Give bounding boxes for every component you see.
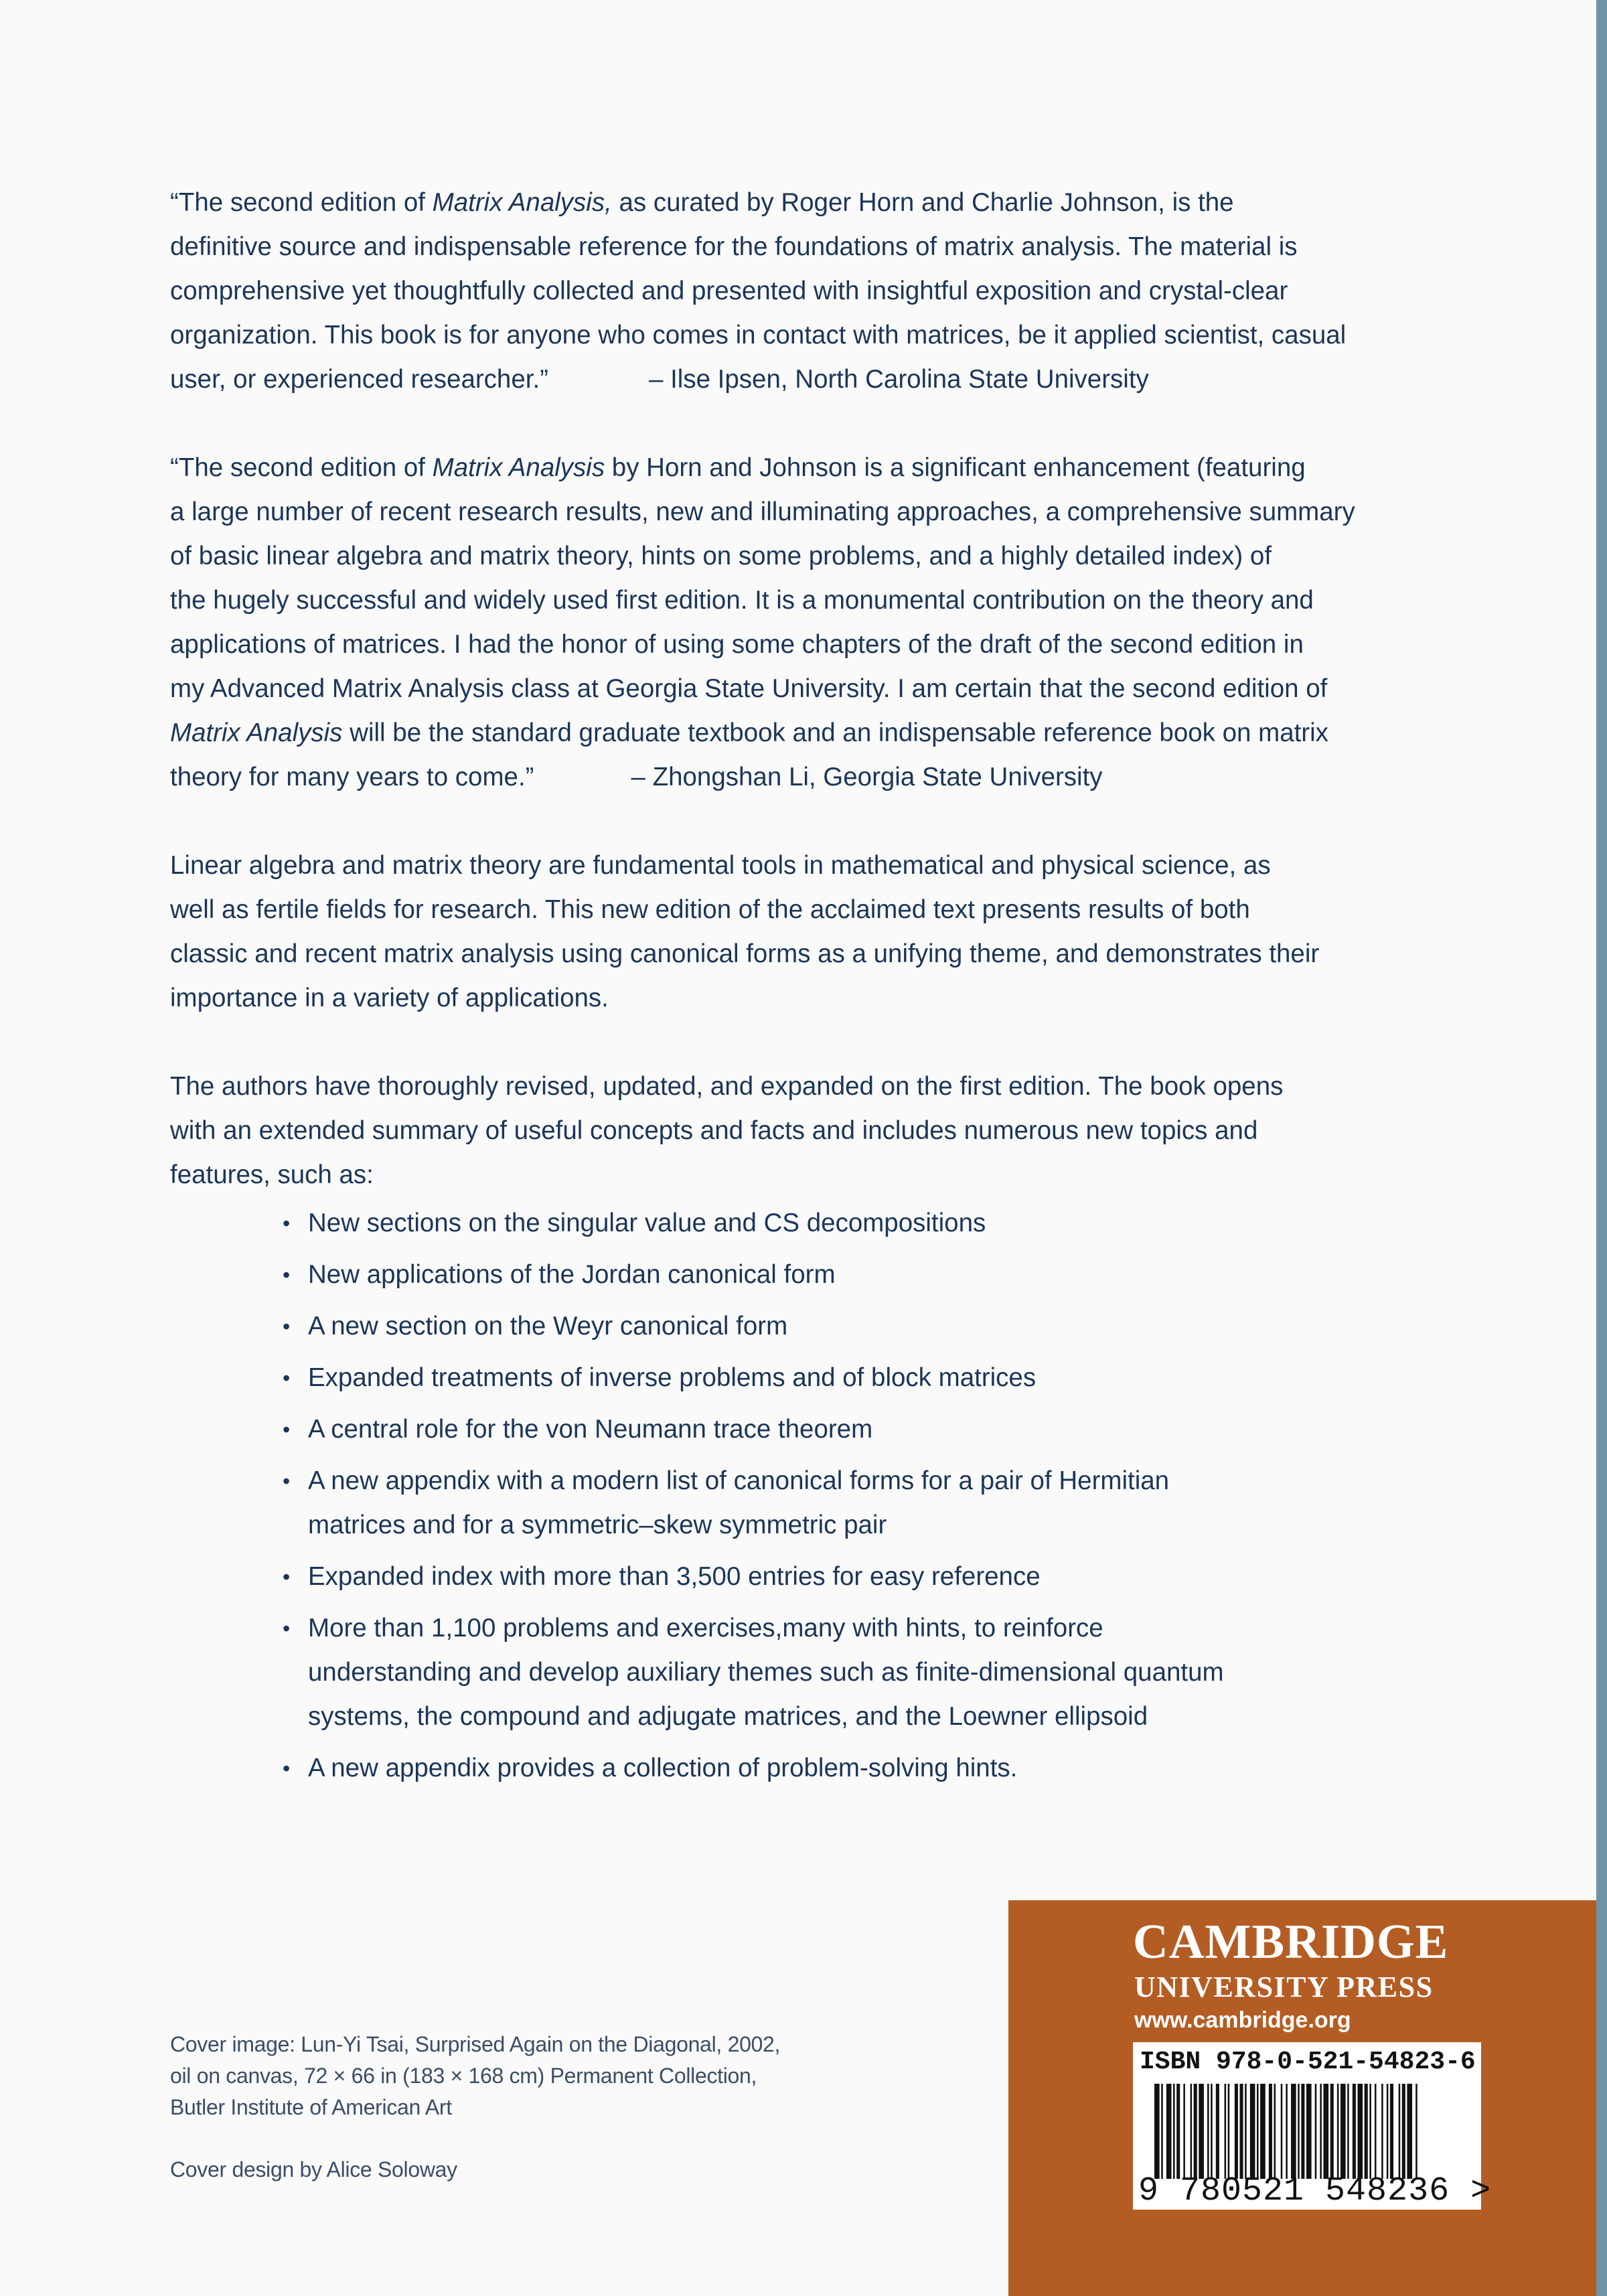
feature-line: • Expanded treatments of inverse problems and of block matrices [308, 1363, 1037, 1392]
cover-design-credit: Cover design by Alice Soloway [170, 2157, 457, 2182]
description-paragraph [170, 1065, 1442, 1197]
barcode-bar [1225, 2084, 1227, 2179]
quote-text: definitive source and indispensable reference for the foundations of matrix analysis. The material is [170, 232, 1298, 261]
barcode-panel [1133, 2042, 1492, 2210]
feature-line: • A new appendix with a modern list of canonical forms for a pair of Hermitian [308, 1466, 1170, 1495]
quote-text: my Advanced Matrix Analysis class at Georgia State University. I am certain that the second edition of [170, 674, 1328, 703]
barcode-bar [1298, 2084, 1300, 2179]
feature-item [283, 1606, 1442, 1739]
barcode-bar [1194, 2084, 1197, 2179]
barcode-bar [1191, 2084, 1193, 2179]
barcode-bar [1166, 2084, 1172, 2179]
barcode-bar [1365, 2084, 1368, 2179]
isbn-label: ISBN 978-0-521-54823-6 [1140, 2048, 1476, 2076]
description-line: features, such as: [170, 1160, 374, 1189]
quote-line [170, 269, 1442, 313]
publisher-url: www.cambridge.org [1134, 2007, 1351, 2033]
quote-text: comprehensive yet thoughtfully collected and presented with insightful exposition and crystal-clear [170, 277, 1288, 305]
feature-item [283, 1304, 1442, 1349]
barcode-bar [1301, 2084, 1304, 2179]
barcode-bar [1415, 2084, 1418, 2179]
endorsements [170, 181, 1442, 799]
quote-line [170, 313, 1442, 358]
barcode-bar [1347, 2084, 1349, 2179]
quote-line [170, 225, 1442, 269]
feature-item [283, 1555, 1442, 1599]
barcode-bar [1323, 2084, 1328, 2179]
endorsement-quote [170, 446, 1442, 799]
barcode-bar [1353, 2084, 1356, 2179]
credit-line: Butler Institute of American Art [170, 2095, 452, 2119]
barcode-bar [1357, 2084, 1363, 2179]
quote-text: a large number of recent research results, new and illuminating approaches, a comprehensive summary [170, 498, 1355, 526]
description-line: importance in a variety of applications. [170, 984, 609, 1012]
description-line: with an extended summary of useful concepts and facts and includes numerous new topics and [170, 1116, 1258, 1145]
credit-line: oil on canvas, 72 × 66 in (183 × 168 cm) Permanent Collection, [170, 2064, 757, 2088]
barcode-bar [1315, 2084, 1317, 2179]
barcode-bar [1286, 2084, 1288, 2179]
publisher-logo-name: CAMBRIDGE [1133, 1914, 1449, 1969]
credit-line: Cover image: Lun-Yi Tsai, Surprised Again on the Diagonal, 2002, [170, 2032, 781, 2056]
barcode-bar [1240, 2084, 1243, 2179]
feature-line: systems, the compound and adjugate matrices, and the Loewner ellipsoid [308, 1702, 1148, 1731]
barcode-bar [1387, 2084, 1389, 2179]
barcode-bar [1211, 2084, 1213, 2179]
feature-item [283, 1407, 1442, 1452]
feature-item [283, 1356, 1442, 1400]
barcode-bar [1173, 2084, 1175, 2179]
quote-line [170, 579, 1442, 623]
quote-text: applications of matrices. I had the honor of using some chapters of the draft of the second edition in [170, 630, 1304, 659]
barcode-bar [1390, 2084, 1393, 2179]
barcode-bar [1245, 2084, 1247, 2179]
feature-item [283, 1201, 1442, 1245]
quote-line [170, 755, 1442, 799]
book-title: Matrix Analysis [170, 718, 343, 747]
barcode-bar [1330, 2084, 1334, 2179]
description-line: well as fertile fields for research. This new edition of the acclaimed text presents results of both [170, 895, 1250, 924]
barcode-bar [1369, 2084, 1371, 2179]
barcode-bar [1257, 2084, 1259, 2179]
quote-line [170, 667, 1442, 711]
feature-line: • A central role for the von Neumann trace theorem [308, 1415, 873, 1444]
feature-line: • A new section on the Weyr canonical form [308, 1312, 788, 1341]
barcode-bar [1269, 2084, 1272, 2179]
description-line: classic and recent matrix analysis using canonical forms as a unifying theme, and demonstrates their [170, 939, 1320, 968]
quote-text: theory for many years to come.” [170, 763, 534, 791]
feature-line: • More than 1,100 problems and exercises,many with hints, to reinforce [308, 1614, 1103, 1642]
barcode-bar [1375, 2084, 1377, 2179]
credits [170, 2029, 780, 2186]
feature-line: • A new appendix provides a collection of problem-solving hints. [308, 1754, 1018, 1782]
barcode-bar [1402, 2084, 1405, 2179]
barcode-bar [1291, 2084, 1296, 2179]
endorsement-quote [170, 181, 1442, 402]
barcode-bar [1183, 2084, 1185, 2179]
feature-list [170, 1201, 1442, 1790]
cover-text [170, 181, 1442, 1798]
quote-line [170, 490, 1442, 534]
feature-line: • New sections on the singular value and CS decompositions [308, 1209, 986, 1237]
barcode-bar [1161, 2084, 1163, 2179]
barcode-bar [1407, 2084, 1412, 2179]
barcode-bar [1176, 2084, 1180, 2179]
quote-line [170, 446, 1442, 490]
barcode-bar [1274, 2084, 1276, 2179]
description-line: Linear algebra and matrix theory are fundamental tools in mathematical and physical science, as [170, 851, 1271, 880]
quote-attribution: – Zhongshan Li, Georgia State University [631, 763, 1103, 791]
barcode-bar [1260, 2084, 1266, 2179]
barcode-bar [1228, 2084, 1230, 2179]
quote-line [170, 711, 1442, 755]
barcode-bar [1281, 2084, 1283, 2179]
quote-text: “The second edition of [170, 188, 433, 217]
quote-text: as curated by Roger Horn and Charlie Johnson, is the [611, 188, 1234, 217]
quote-text: user, or experienced researcher.” [170, 365, 548, 394]
barcode-bar [1320, 2084, 1322, 2179]
feature-item [283, 1746, 1442, 1790]
book-description [170, 844, 1442, 1197]
feature-line: understanding and develop auxiliary themes such as finite-dimensional quantum [308, 1658, 1224, 1687]
publisher-block [1008, 1900, 1596, 2296]
quote-text: “The second edition of [170, 453, 433, 482]
quote-attribution: – Ilse Ipsen, North Carolina State University [648, 365, 1149, 394]
publisher-logo-subtitle: UNIVERSITY PRESS [1134, 1971, 1434, 2003]
quote-text: organization. This book is for anyone who comes in contact with matrices, be it applied scientist, casual [170, 321, 1347, 350]
barcode-bar [1381, 2084, 1383, 2179]
feature-item [283, 1459, 1442, 1547]
barcode-bar [1207, 2084, 1209, 2179]
quote-line [170, 623, 1442, 667]
barcode-bar [1235, 2084, 1238, 2179]
description-paragraph [170, 844, 1442, 1020]
barcode-bar [1216, 2084, 1219, 2179]
barcode-bar [1154, 2084, 1160, 2179]
quote-text: by Horn and Johnson is a significant enhancement (featuring [605, 453, 1306, 482]
ean-digits: 9 780521 548236 > [1138, 2172, 1492, 2210]
feature-line: • New applications of the Jordan canonical form [308, 1260, 836, 1289]
feature-line: • Expanded index with more than 3,500 entries for easy reference [308, 1562, 1041, 1591]
barcode-bar [1199, 2084, 1204, 2179]
barcode-bar [1337, 2084, 1339, 2179]
barcode-icon [1154, 2084, 1462, 2179]
barcode-bar [1399, 2084, 1401, 2179]
book-title: Matrix Analysis, [432, 188, 612, 217]
quote-line [170, 358, 1442, 402]
quote-text: will be the standard graduate textbook and an indispensable reference book on matrix [342, 718, 1328, 747]
description-line: The authors have thoroughly revised, updated, and expanded on the first edition. The book opens [170, 1072, 1284, 1101]
barcode-bar [1250, 2084, 1255, 2179]
quote-text: the hugely successful and widely used first edition. It is a monumental contribution on the theory and [170, 586, 1314, 615]
cover-image-credit [170, 2029, 780, 2123]
barcode-bar [1341, 2084, 1346, 2179]
quote-line [170, 181, 1442, 225]
quote-line [170, 534, 1442, 579]
spine-edge [1596, 0, 1607, 2296]
feature-line: matrices and for a symmetric–skew symmetric pair [308, 1511, 887, 1539]
book-title: Matrix Analysis [432, 453, 605, 482]
feature-item [283, 1253, 1442, 1297]
barcode-bar [1306, 2084, 1312, 2179]
quote-text: of basic linear algebra and matrix theory, hints on some problems, and a highly detailed index) of [170, 542, 1272, 570]
